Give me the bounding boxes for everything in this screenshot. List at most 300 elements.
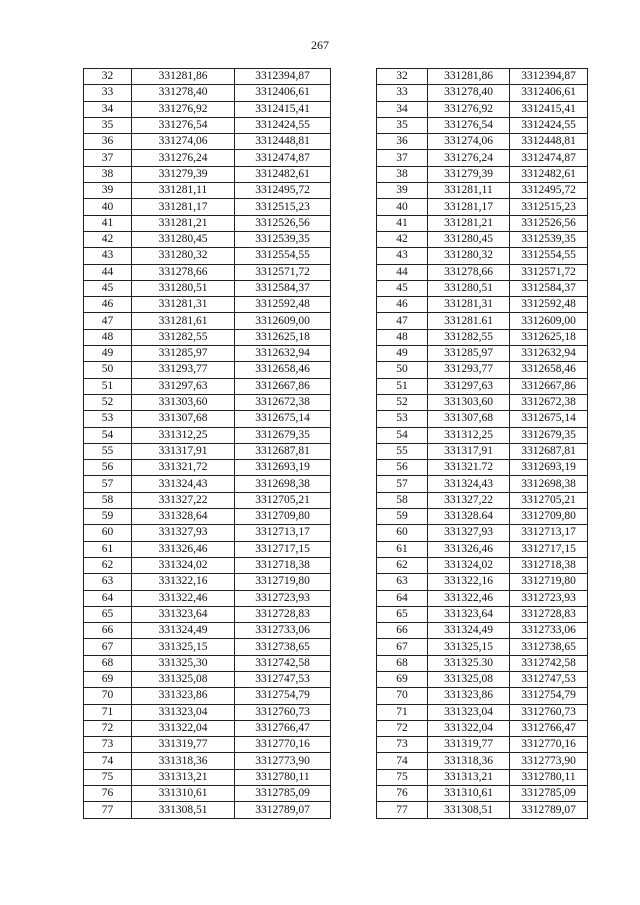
y-coordinate-cell: 3312747,53 bbox=[510, 671, 588, 687]
table-row bbox=[84, 590, 331, 606]
table-row bbox=[84, 492, 331, 508]
y-coordinate-cell: 3312424,55 bbox=[510, 117, 588, 133]
table-row bbox=[84, 427, 331, 443]
table-row bbox=[84, 655, 331, 671]
point-number-cell: 60 bbox=[84, 525, 132, 541]
x-coordinate-cell: 331318,36 bbox=[428, 753, 510, 769]
x-coordinate-cell: 331324,02 bbox=[428, 557, 510, 573]
point-number-cell: 68 bbox=[377, 655, 428, 671]
x-coordinate-cell: 331325,15 bbox=[132, 639, 235, 655]
y-coordinate-cell: 3312718,38 bbox=[510, 557, 588, 573]
point-number-cell: 62 bbox=[377, 557, 428, 573]
x-coordinate-cell: 331310,61 bbox=[132, 786, 235, 802]
table-body bbox=[84, 69, 331, 819]
table-row bbox=[377, 215, 588, 231]
y-coordinate-cell: 3312773,90 bbox=[235, 753, 331, 769]
x-coordinate-cell: 331318,36 bbox=[132, 753, 235, 769]
x-coordinate-cell: 331313,21 bbox=[428, 769, 510, 785]
y-coordinate-cell: 3312482,61 bbox=[235, 166, 331, 182]
y-coordinate-cell: 3312780,11 bbox=[235, 769, 331, 785]
table-row bbox=[377, 101, 588, 117]
point-number-cell: 45 bbox=[377, 280, 428, 296]
x-coordinate-cell: 331308,51 bbox=[428, 802, 510, 818]
point-number-cell: 69 bbox=[84, 671, 132, 687]
point-number-cell: 76 bbox=[84, 786, 132, 802]
x-coordinate-cell: 331321,72 bbox=[132, 460, 235, 476]
y-coordinate-cell: 3312592,48 bbox=[235, 297, 331, 313]
x-coordinate-cell: 331297,63 bbox=[428, 378, 510, 394]
table-row bbox=[377, 378, 588, 394]
y-coordinate-cell: 3312482,61 bbox=[510, 166, 588, 182]
x-coordinate-cell: 331293,77 bbox=[428, 362, 510, 378]
point-number-cell: 49 bbox=[84, 346, 132, 362]
x-coordinate-cell: 331322,46 bbox=[428, 590, 510, 606]
table-row bbox=[377, 150, 588, 166]
x-coordinate-cell: 331327,22 bbox=[132, 492, 235, 508]
table-row bbox=[84, 671, 331, 687]
point-number-cell: 52 bbox=[84, 394, 132, 410]
x-coordinate-cell: 331278,40 bbox=[428, 85, 510, 101]
y-coordinate-cell: 3312747,53 bbox=[235, 671, 331, 687]
point-number-cell: 40 bbox=[377, 199, 428, 215]
y-coordinate-cell: 3312770,16 bbox=[235, 737, 331, 753]
table-row bbox=[84, 623, 331, 639]
point-number-cell: 66 bbox=[84, 623, 132, 639]
y-coordinate-cell: 3312687,81 bbox=[235, 443, 331, 459]
x-coordinate-cell: 331323,64 bbox=[428, 606, 510, 622]
x-coordinate-cell: 331281,17 bbox=[132, 199, 235, 215]
x-coordinate-cell: 331308,51 bbox=[132, 802, 235, 818]
table-row bbox=[377, 443, 588, 459]
table-body bbox=[377, 69, 588, 819]
x-coordinate-cell: 331323,86 bbox=[428, 688, 510, 704]
y-coordinate-cell: 3312526,56 bbox=[510, 215, 588, 231]
x-coordinate-cell: 331312,25 bbox=[132, 427, 235, 443]
point-number-cell: 67 bbox=[84, 639, 132, 655]
x-coordinate-cell: 331278,40 bbox=[132, 85, 235, 101]
x-coordinate-cell: 331322,04 bbox=[428, 720, 510, 736]
x-coordinate-cell: 331282,55 bbox=[428, 329, 510, 345]
y-coordinate-cell: 3312760,73 bbox=[510, 704, 588, 720]
x-coordinate-cell: 331280,32 bbox=[428, 248, 510, 264]
y-coordinate-cell: 3312539,35 bbox=[235, 231, 331, 247]
table-row bbox=[377, 411, 588, 427]
table-row bbox=[84, 183, 331, 199]
point-number-cell: 55 bbox=[377, 443, 428, 459]
point-number-cell: 46 bbox=[377, 297, 428, 313]
point-number-cell: 50 bbox=[84, 362, 132, 378]
x-coordinate-cell: 331281,31 bbox=[132, 297, 235, 313]
y-coordinate-cell: 3312738,65 bbox=[235, 639, 331, 655]
point-number-cell: 52 bbox=[377, 394, 428, 410]
point-number-cell: 36 bbox=[84, 134, 132, 150]
x-coordinate-cell: 331327,93 bbox=[428, 525, 510, 541]
y-coordinate-cell: 3312687,81 bbox=[510, 443, 588, 459]
table-row bbox=[84, 297, 331, 313]
table-row bbox=[84, 394, 331, 410]
point-number-cell: 56 bbox=[377, 460, 428, 476]
table-row bbox=[84, 525, 331, 541]
point-number-cell: 47 bbox=[84, 313, 132, 329]
y-coordinate-cell: 3312679,35 bbox=[235, 427, 331, 443]
point-number-cell: 64 bbox=[84, 590, 132, 606]
y-coordinate-cell: 3312717,15 bbox=[235, 541, 331, 557]
point-number-cell: 42 bbox=[377, 231, 428, 247]
y-coordinate-cell: 3312632,94 bbox=[235, 346, 331, 362]
point-number-cell: 45 bbox=[84, 280, 132, 296]
y-coordinate-cell: 3312719,80 bbox=[235, 574, 331, 590]
y-coordinate-cell: 3312394,87 bbox=[235, 69, 331, 85]
table-row bbox=[377, 280, 588, 296]
table-row bbox=[377, 720, 588, 736]
point-number-cell: 60 bbox=[377, 525, 428, 541]
point-number-cell: 77 bbox=[377, 802, 428, 818]
x-coordinate-cell: 331319,77 bbox=[428, 737, 510, 753]
y-coordinate-cell: 3312448,81 bbox=[510, 134, 588, 150]
x-coordinate-cell: 331281,21 bbox=[428, 215, 510, 231]
point-number-cell: 43 bbox=[84, 248, 132, 264]
x-coordinate-cell: 331323,04 bbox=[132, 704, 235, 720]
point-number-cell: 36 bbox=[377, 134, 428, 150]
x-coordinate-cell: 331328.64 bbox=[428, 509, 510, 525]
table-row bbox=[84, 443, 331, 459]
point-number-cell: 53 bbox=[84, 411, 132, 427]
x-coordinate-cell: 331282,55 bbox=[132, 329, 235, 345]
point-number-cell: 59 bbox=[377, 509, 428, 525]
x-coordinate-cell: 331281,61 bbox=[132, 313, 235, 329]
point-number-cell: 61 bbox=[84, 541, 132, 557]
x-coordinate-cell: 331325,15 bbox=[428, 639, 510, 655]
y-coordinate-cell: 3312770,16 bbox=[510, 737, 588, 753]
point-number-cell: 63 bbox=[84, 574, 132, 590]
x-coordinate-cell: 331323,04 bbox=[428, 704, 510, 720]
point-number-cell: 55 bbox=[84, 443, 132, 459]
y-coordinate-cell: 3312754,79 bbox=[235, 688, 331, 704]
table-row bbox=[84, 101, 331, 117]
y-coordinate-cell: 3312474,87 bbox=[510, 150, 588, 166]
table-row bbox=[84, 346, 331, 362]
x-coordinate-cell: 331280,45 bbox=[428, 231, 510, 247]
x-coordinate-cell: 331313,21 bbox=[132, 769, 235, 785]
point-number-cell: 76 bbox=[377, 786, 428, 802]
x-coordinate-cell: 331317,91 bbox=[428, 443, 510, 459]
y-coordinate-cell: 3312718,38 bbox=[235, 557, 331, 573]
table-row bbox=[377, 476, 588, 492]
point-number-cell: 41 bbox=[377, 215, 428, 231]
point-number-cell: 32 bbox=[84, 69, 132, 85]
y-coordinate-cell: 3312766,47 bbox=[235, 720, 331, 736]
point-number-cell: 57 bbox=[84, 476, 132, 492]
table-row bbox=[84, 166, 331, 182]
table-row bbox=[377, 166, 588, 182]
x-coordinate-cell: 331322,16 bbox=[132, 574, 235, 590]
table-row bbox=[84, 786, 331, 802]
x-coordinate-cell: 331280,32 bbox=[132, 248, 235, 264]
y-coordinate-cell: 3312789,07 bbox=[510, 802, 588, 818]
table-row bbox=[377, 69, 588, 85]
point-number-cell: 69 bbox=[377, 671, 428, 687]
point-number-cell: 34 bbox=[377, 101, 428, 117]
y-coordinate-cell: 3312723,93 bbox=[510, 590, 588, 606]
x-coordinate-cell: 331323,86 bbox=[132, 688, 235, 704]
y-coordinate-cell: 3312728,83 bbox=[235, 606, 331, 622]
point-number-cell: 40 bbox=[84, 199, 132, 215]
y-coordinate-cell: 3312672,38 bbox=[510, 394, 588, 410]
x-coordinate-cell: 331276,24 bbox=[132, 150, 235, 166]
y-coordinate-cell: 3312526,56 bbox=[235, 215, 331, 231]
x-coordinate-cell: 331276,92 bbox=[132, 101, 235, 117]
y-coordinate-cell: 3312733,06 bbox=[510, 623, 588, 639]
y-coordinate-cell: 3312773,90 bbox=[510, 753, 588, 769]
point-number-cell: 61 bbox=[377, 541, 428, 557]
table-row bbox=[84, 476, 331, 492]
point-number-cell: 50 bbox=[377, 362, 428, 378]
table-row bbox=[84, 639, 331, 655]
table-row bbox=[377, 427, 588, 443]
y-coordinate-cell: 3312406,61 bbox=[235, 85, 331, 101]
y-coordinate-cell: 3312713,17 bbox=[510, 525, 588, 541]
table-row bbox=[84, 753, 331, 769]
point-number-cell: 58 bbox=[377, 492, 428, 508]
x-coordinate-cell: 331276,24 bbox=[428, 150, 510, 166]
x-coordinate-cell: 331279,39 bbox=[132, 166, 235, 182]
table-row bbox=[377, 688, 588, 704]
page-number: 267 bbox=[311, 38, 329, 52]
y-coordinate-cell: 3312709,80 bbox=[235, 509, 331, 525]
point-number-cell: 71 bbox=[84, 704, 132, 720]
point-number-cell: 39 bbox=[84, 183, 132, 199]
table-row bbox=[377, 737, 588, 753]
y-coordinate-cell: 3312592,48 bbox=[510, 297, 588, 313]
x-coordinate-cell: 331293,77 bbox=[132, 362, 235, 378]
table-row bbox=[377, 231, 588, 247]
table-row bbox=[84, 720, 331, 736]
point-number-cell: 53 bbox=[377, 411, 428, 427]
table-row bbox=[377, 313, 588, 329]
x-coordinate-cell: 331325.30 bbox=[428, 655, 510, 671]
y-coordinate-cell: 3312495,72 bbox=[510, 183, 588, 199]
point-number-cell: 64 bbox=[377, 590, 428, 606]
x-coordinate-cell: 331319,77 bbox=[132, 737, 235, 753]
y-coordinate-cell: 3312738,65 bbox=[510, 639, 588, 655]
table-row bbox=[377, 85, 588, 101]
table-row bbox=[84, 802, 331, 818]
x-coordinate-cell: 331326,46 bbox=[132, 541, 235, 557]
point-number-cell: 32 bbox=[377, 69, 428, 85]
point-number-cell: 38 bbox=[377, 166, 428, 182]
table-row bbox=[84, 460, 331, 476]
y-coordinate-cell: 3312609,00 bbox=[235, 313, 331, 329]
x-coordinate-cell: 331307,68 bbox=[132, 411, 235, 427]
y-coordinate-cell: 3312584,37 bbox=[235, 280, 331, 296]
point-number-cell: 70 bbox=[84, 688, 132, 704]
table-row bbox=[377, 492, 588, 508]
point-number-cell: 73 bbox=[377, 737, 428, 753]
point-number-cell: 70 bbox=[377, 688, 428, 704]
y-coordinate-cell: 3312667,86 bbox=[510, 378, 588, 394]
table-row bbox=[377, 655, 588, 671]
y-coordinate-cell: 3312780,11 bbox=[510, 769, 588, 785]
x-coordinate-cell: 331324,43 bbox=[132, 476, 235, 492]
y-coordinate-cell: 3312415,41 bbox=[510, 101, 588, 117]
x-coordinate-cell: 331281,21 bbox=[132, 215, 235, 231]
table-row bbox=[84, 574, 331, 590]
y-coordinate-cell: 3312705,21 bbox=[235, 492, 331, 508]
y-coordinate-cell: 3312539,35 bbox=[510, 231, 588, 247]
table-row bbox=[377, 199, 588, 215]
table-row bbox=[377, 117, 588, 133]
y-coordinate-cell: 3312658,46 bbox=[510, 362, 588, 378]
x-coordinate-cell: 331307,68 bbox=[428, 411, 510, 427]
x-coordinate-cell: 331297,63 bbox=[132, 378, 235, 394]
point-number-cell: 35 bbox=[377, 117, 428, 133]
table-row bbox=[84, 688, 331, 704]
y-coordinate-cell: 3312709,80 bbox=[510, 509, 588, 525]
point-number-cell: 41 bbox=[84, 215, 132, 231]
point-number-cell: 43 bbox=[377, 248, 428, 264]
y-coordinate-cell: 3312742,58 bbox=[510, 655, 588, 671]
table-row bbox=[377, 590, 588, 606]
table-row bbox=[377, 606, 588, 622]
table-row bbox=[377, 786, 588, 802]
y-coordinate-cell: 3312571,72 bbox=[510, 264, 588, 280]
x-coordinate-cell: 331281,11 bbox=[132, 183, 235, 199]
table-row bbox=[377, 264, 588, 280]
point-number-cell: 74 bbox=[84, 753, 132, 769]
y-coordinate-cell: 3312766,47 bbox=[510, 720, 588, 736]
y-coordinate-cell: 3312672,38 bbox=[235, 394, 331, 410]
point-number-cell: 54 bbox=[377, 427, 428, 443]
y-coordinate-cell: 3312728,83 bbox=[510, 606, 588, 622]
y-coordinate-cell: 3312571,72 bbox=[235, 264, 331, 280]
table-row bbox=[84, 737, 331, 753]
x-coordinate-cell: 331328,64 bbox=[132, 509, 235, 525]
x-coordinate-cell: 331324,49 bbox=[428, 623, 510, 639]
point-number-cell: 68 bbox=[84, 655, 132, 671]
table-row bbox=[377, 769, 588, 785]
point-number-cell: 62 bbox=[84, 557, 132, 573]
x-coordinate-cell: 331324,43 bbox=[428, 476, 510, 492]
table-row bbox=[377, 329, 588, 345]
y-coordinate-cell: 3312448,81 bbox=[235, 134, 331, 150]
table-row bbox=[84, 280, 331, 296]
x-coordinate-cell: 331317,91 bbox=[132, 443, 235, 459]
point-number-cell: 67 bbox=[377, 639, 428, 655]
y-coordinate-cell: 3312713,17 bbox=[235, 525, 331, 541]
x-coordinate-cell: 331322,46 bbox=[132, 590, 235, 606]
x-coordinate-cell: 331278,66 bbox=[132, 264, 235, 280]
y-coordinate-cell: 3312789,07 bbox=[235, 802, 331, 818]
coordinates-table-right bbox=[376, 68, 588, 819]
x-coordinate-cell: 331310,61 bbox=[428, 786, 510, 802]
x-coordinate-cell: 331281,17 bbox=[428, 199, 510, 215]
table-row bbox=[84, 769, 331, 785]
x-coordinate-cell: 331312,25 bbox=[428, 427, 510, 443]
x-coordinate-cell: 331280,45 bbox=[132, 231, 235, 247]
table-row bbox=[84, 134, 331, 150]
table-row bbox=[84, 541, 331, 557]
y-coordinate-cell: 3312515,23 bbox=[510, 199, 588, 215]
y-coordinate-cell: 3312717,15 bbox=[510, 541, 588, 557]
table-row bbox=[84, 150, 331, 166]
point-number-cell: 51 bbox=[377, 378, 428, 394]
table-row bbox=[84, 704, 331, 720]
table-row bbox=[377, 623, 588, 639]
point-number-cell: 44 bbox=[377, 264, 428, 280]
x-coordinate-cell: 331322,16 bbox=[428, 574, 510, 590]
x-coordinate-cell: 331274,06 bbox=[428, 134, 510, 150]
point-number-cell: 46 bbox=[84, 297, 132, 313]
table-row bbox=[84, 248, 331, 264]
table-row bbox=[84, 117, 331, 133]
point-number-cell: 77 bbox=[84, 802, 132, 818]
table-row bbox=[84, 329, 331, 345]
y-coordinate-cell: 3312785,09 bbox=[510, 786, 588, 802]
y-coordinate-cell: 3312742,58 bbox=[235, 655, 331, 671]
y-coordinate-cell: 3312698,38 bbox=[510, 476, 588, 492]
y-coordinate-cell: 3312698,38 bbox=[235, 476, 331, 492]
y-coordinate-cell: 3312554,55 bbox=[510, 248, 588, 264]
x-coordinate-cell: 331303,60 bbox=[132, 394, 235, 410]
point-number-cell: 58 bbox=[84, 492, 132, 508]
x-coordinate-cell: 331281,11 bbox=[428, 183, 510, 199]
table-row bbox=[377, 753, 588, 769]
coordinates-table-left bbox=[83, 68, 331, 819]
x-coordinate-cell: 331327,22 bbox=[428, 492, 510, 508]
table-row bbox=[377, 574, 588, 590]
y-coordinate-cell: 3312760,73 bbox=[235, 704, 331, 720]
point-number-cell: 34 bbox=[84, 101, 132, 117]
y-coordinate-cell: 3312693,19 bbox=[235, 460, 331, 476]
table-row bbox=[377, 297, 588, 313]
point-number-cell: 37 bbox=[84, 150, 132, 166]
x-coordinate-cell: 331285,97 bbox=[132, 346, 235, 362]
x-coordinate-cell: 331323,64 bbox=[132, 606, 235, 622]
table-row bbox=[377, 802, 588, 818]
y-coordinate-cell: 3312584,37 bbox=[510, 280, 588, 296]
table-row bbox=[377, 362, 588, 378]
table-row bbox=[84, 509, 331, 525]
point-number-cell: 65 bbox=[84, 606, 132, 622]
table-row bbox=[377, 394, 588, 410]
x-coordinate-cell: 331281,31 bbox=[428, 297, 510, 313]
point-number-cell: 33 bbox=[377, 85, 428, 101]
table-row bbox=[84, 362, 331, 378]
x-coordinate-cell: 331276,92 bbox=[428, 101, 510, 117]
point-number-cell: 51 bbox=[84, 378, 132, 394]
point-number-cell: 75 bbox=[84, 769, 132, 785]
table-row bbox=[377, 704, 588, 720]
y-coordinate-cell: 3312723,93 bbox=[235, 590, 331, 606]
x-coordinate-cell: 331324,49 bbox=[132, 623, 235, 639]
x-coordinate-cell: 331324,02 bbox=[132, 557, 235, 573]
x-coordinate-cell: 331321.72 bbox=[428, 460, 510, 476]
x-coordinate-cell: 331280,51 bbox=[132, 280, 235, 296]
point-number-cell: 73 bbox=[84, 737, 132, 753]
y-coordinate-cell: 3312515,23 bbox=[235, 199, 331, 215]
point-number-cell: 38 bbox=[84, 166, 132, 182]
y-coordinate-cell: 3312415,41 bbox=[235, 101, 331, 117]
y-coordinate-cell: 3312609,00 bbox=[510, 313, 588, 329]
table-row bbox=[377, 525, 588, 541]
table-row bbox=[377, 346, 588, 362]
x-coordinate-cell: 331281,86 bbox=[428, 69, 510, 85]
table-row bbox=[377, 671, 588, 687]
x-coordinate-cell: 331280,51 bbox=[428, 280, 510, 296]
table-row bbox=[377, 509, 588, 525]
x-coordinate-cell: 331276,54 bbox=[428, 117, 510, 133]
point-number-cell: 59 bbox=[84, 509, 132, 525]
